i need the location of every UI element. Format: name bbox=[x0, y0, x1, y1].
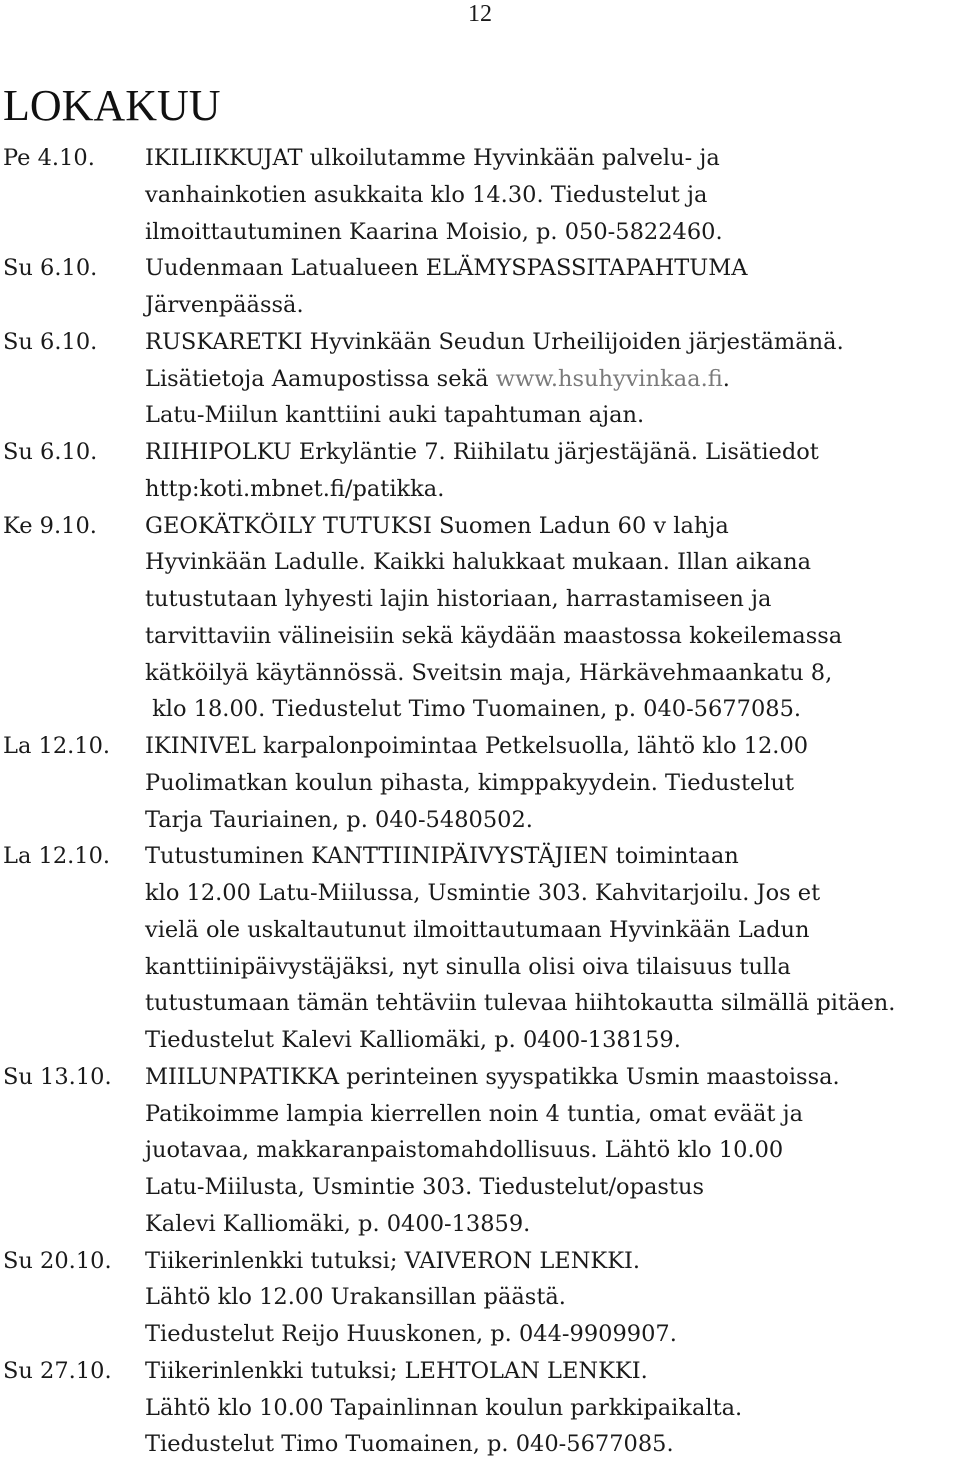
event-line: Tutustuminen KANTTIINIPÄIVYSTÄJIEN toimintaan bbox=[145, 843, 739, 870]
event-line: vielä ole uskaltautunut ilmoittautumaan Hyvinkään Ladun bbox=[145, 916, 810, 943]
event-date: La 12.10. bbox=[3, 843, 111, 870]
event-line: RIIHIPOLKU Erkyläntie 7. Riihilatu järjestäjänä. Lisätiedot bbox=[145, 439, 819, 465]
event-line: http:koti.mbnet.fi/patikka. bbox=[145, 475, 445, 502]
event-date: Su 6.10. bbox=[3, 328, 98, 355]
event-line: Uudenmaan Latualueen ELÄMYSPASSITAPAHTUMA bbox=[145, 255, 748, 282]
event-line-text: . bbox=[722, 365, 730, 392]
event-list bbox=[3, 140, 960, 1463]
event-item bbox=[3, 508, 960, 729]
event-date: Su 6.10. bbox=[3, 439, 98, 465]
event-description bbox=[145, 1243, 960, 1353]
event-line: MIILUNPATIKKA perinteinen syyspatikka Usmin maastoissa. bbox=[145, 1063, 840, 1090]
event-line-text: Lisätietoja Aamupostissa sekä bbox=[145, 365, 496, 392]
event-item bbox=[3, 1059, 960, 1243]
event-line: IKILIIKKUJAT ulkoilutamme Hyvinkään palvelu- ja bbox=[145, 145, 720, 171]
event-item bbox=[3, 1243, 960, 1353]
event-line: Tiikerinlenkki tutuksi; VAIVERON LENKKI. bbox=[145, 1247, 641, 1274]
event-line: Hyvinkään Ladulle. Kaikki halukkaat mukaan. Illan aikana bbox=[145, 549, 812, 576]
event-item bbox=[3, 838, 960, 1059]
event-line: Tiikerinlenkki tutuksi; LEHTOLAN LENKKI. bbox=[145, 1357, 648, 1384]
event-line: juotavaa, makkaranpaistomahdollisuus. Lähtö klo 10.00 bbox=[145, 1137, 784, 1164]
event-line: tutustutaan lyhyesti lajin historiaan, harrastamiseen ja bbox=[145, 586, 772, 612]
event-description bbox=[145, 1353, 960, 1463]
event-line: Järvenpäässä. bbox=[145, 292, 304, 318]
event-description bbox=[145, 728, 960, 838]
event-item bbox=[3, 324, 960, 434]
event-item bbox=[3, 728, 960, 838]
page-number: 12 bbox=[468, 1, 492, 27]
event-date: La 12.10. bbox=[3, 733, 111, 759]
event-line: vanhainkotien asukkaita klo 14.30. Tiedustelut ja bbox=[145, 181, 708, 208]
event-line: Lähtö klo 10.00 Tapainlinnan koulun parkkipaikalta. bbox=[145, 1394, 743, 1421]
event-line: GEOKÄTKÖILY TUTUKSI Suomen Ladun 60 v lahja bbox=[145, 512, 729, 539]
event-date: Su 6.10. bbox=[3, 255, 98, 282]
event-line: tarvittaviin välineisiin sekä käydään maastossa kokeilemassa bbox=[145, 622, 843, 649]
event-description bbox=[145, 140, 960, 250]
event-line: Tiedustelut Reijo Huuskonen, p. 044-9909907. bbox=[145, 1321, 677, 1347]
event-line: Kalevi Kalliomäki, p. 0400-13859. bbox=[145, 1210, 531, 1237]
event-line: Latu-Miilusta, Usmintie 303. Tiedustelut/opastus bbox=[145, 1174, 705, 1200]
event-description bbox=[145, 508, 960, 729]
event-item bbox=[3, 250, 960, 324]
event-line: RUSKARETKI Hyvinkään Seudun Urheilijoiden järjestämänä. bbox=[145, 328, 844, 355]
event-item bbox=[3, 140, 960, 250]
event-line: IKINIVEL karpalonpoimintaa Petkelsuolla, lähtö klo 12.00 bbox=[145, 733, 809, 759]
event-line: Lähtö klo 12.00 Urakansillan päästä. bbox=[145, 1284, 566, 1311]
event-line: Puolimatkan koulun pihasta, kimppakyydein. Tiedustelut bbox=[145, 769, 795, 796]
event-description bbox=[145, 434, 960, 508]
event-line: Tiedustelut Kalevi Kalliomäki, p. 0400-138159. bbox=[145, 1027, 681, 1053]
event-date: Pe 4.10. bbox=[3, 145, 95, 171]
event-line bbox=[145, 361, 960, 398]
event-item bbox=[3, 434, 960, 508]
website-link[interactable]: www.hsuhyvinkaa.fi bbox=[495, 365, 723, 392]
event-line: klo 18.00. Tiedustelut Timo Tuomainen, p. 040-5677085. bbox=[145, 696, 802, 723]
event-line: ilmoittautuminen Kaarina Moisio, p. 050-5822460. bbox=[145, 218, 723, 245]
event-date: Ke 9.10. bbox=[3, 512, 97, 539]
event-date: Su 20.10. bbox=[3, 1247, 112, 1274]
event-line: Latu-Miilun kanttiini auki tapahtuman ajan. bbox=[145, 402, 645, 429]
event-line: kanttiinipäivystäjäksi, nyt sinulla olisi oiva tilaisuus tulla bbox=[145, 953, 791, 980]
event-description bbox=[145, 1059, 960, 1243]
event-description bbox=[145, 250, 960, 324]
event-date: Su 13.10. bbox=[3, 1063, 112, 1090]
event-line: tutustumaan tämän tehtäviin tulevaa hiihtokautta silmällä pitäen. bbox=[145, 990, 896, 1017]
event-line: Tarja Tauriainen, p. 040-5480502. bbox=[145, 806, 533, 833]
event-item bbox=[3, 1353, 960, 1463]
event-description bbox=[145, 838, 960, 1059]
page-title: LOKAKUU bbox=[3, 81, 221, 130]
event-description bbox=[145, 324, 960, 434]
event-date: Su 27.10. bbox=[3, 1357, 112, 1384]
event-line: kätköilyä käytännössä. Sveitsin maja, Härkävehmaankatu 8, bbox=[145, 659, 833, 686]
event-line: Patikoimme lampia kierrellen noin 4 tuntia, omat eväät ja bbox=[145, 1100, 803, 1127]
event-line: klo 12.00 Latu-Miilussa, Usmintie 303. Kahvitarjoilu. Jos et bbox=[145, 880, 821, 906]
event-line: Tiedustelut Timo Tuomainen, p. 040-5677085. bbox=[145, 1431, 674, 1458]
